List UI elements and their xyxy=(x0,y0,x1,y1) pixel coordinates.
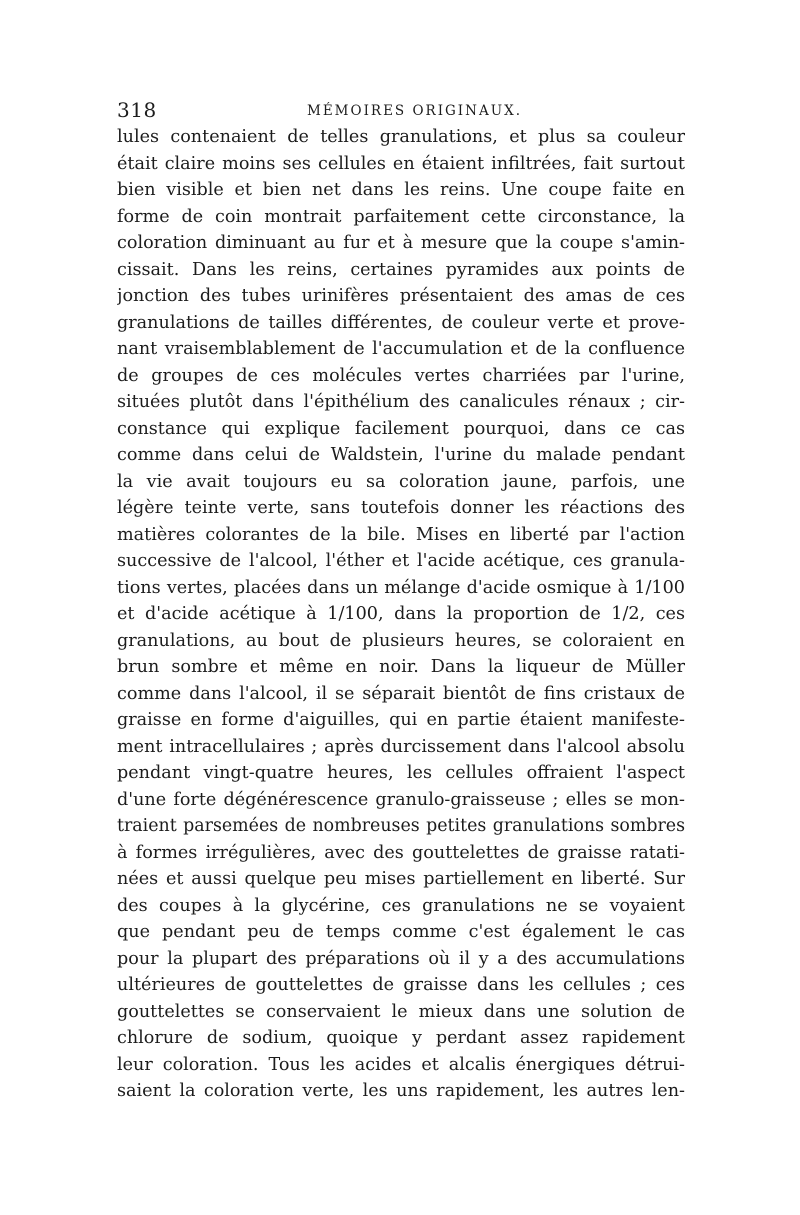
text-line: matières colorantes de la bile. Mises en liberté par l'action xyxy=(117,524,685,545)
text-line: leur coloration. Tous les acides et alcalis énergiques détrui- xyxy=(117,1054,685,1075)
running-head xyxy=(117,96,683,124)
text-line: nées et aussi quelque peu mises partiellement en liberté. Sur xyxy=(117,869,685,889)
text-line: traient parsemées de nombreuses petites granulations sombres xyxy=(117,816,685,836)
text-line: lules contenaient de telles granulations, et plus sa couleur xyxy=(117,127,685,147)
text-line: d'une forte dégénérescence granulo-graisseuse ; elles se mon- xyxy=(117,789,685,810)
text-line: constance qui explique facilement pourquoi, dans ce cas xyxy=(117,418,685,439)
text-line: comme dans celui de Waldstein, l'urine du malade pendant xyxy=(117,445,685,465)
page-number: 318 xyxy=(117,98,157,122)
text-line: à formes irrégulières, avec des gouttelettes de graisse ratati- xyxy=(117,842,685,863)
text-line: ultérieures de gouttelettes de graisse dans les cellules ; ces xyxy=(117,975,685,995)
text-line: brun sombre et même en noir. Dans la liqueur de Müller xyxy=(117,657,685,677)
running-title: MÉMOIRES ORIGINAUX. xyxy=(307,103,522,119)
text-line: jonction des tubes urinifères présentaient des amas de ces xyxy=(117,286,685,306)
text-line: gouttelettes se conservaient le mieux dans une solution de xyxy=(117,1001,685,1022)
text-line: cissait. Dans les reins, certaines pyramides aux points de xyxy=(117,259,685,280)
text-line: chlorure de sodium, quoique y perdant assez rapidement xyxy=(117,1028,685,1048)
text-line: coloration diminuant au fur et à mesure que la coupe s'amin- xyxy=(117,233,685,253)
text-line: et d'acide acétique à 1/100, dans la proportion de 1/2, ces xyxy=(117,604,685,624)
text-line: granulations de tailles différentes, de couleur verte et prove- xyxy=(117,312,685,333)
text-line: bien visible et bien net dans les reins. Une coupe faite en xyxy=(117,180,685,200)
text-line: légère teinte verte, sans toutefois donner les réactions des xyxy=(117,498,685,518)
text-line: pour la plupart des préparations où il y a des accumulations xyxy=(117,948,685,969)
text-line: était claire moins ses cellules en étaient infiltrées, fait surtout xyxy=(117,153,685,174)
text-line: la vie avait toujours eu sa coloration jaune, parfois, une xyxy=(117,471,685,492)
text-line: tions vertes, placées dans un mélange d'acide osmique à 1/100 xyxy=(117,577,685,598)
text-line: comme dans l'alcool, il se séparait bientôt de fins cristaux de xyxy=(117,683,685,704)
text-line: forme de coin montrait parfaitement cette circonstance, la xyxy=(117,206,685,227)
text-line: saient la coloration verte, les uns rapidement, les autres len- xyxy=(117,1081,685,1101)
text-line: situées plutôt dans l'épithélium des canalicules rénaux ; cir- xyxy=(117,392,685,412)
text-line: pendant vingt-quatre heures, les cellules offraient l'aspect xyxy=(117,763,685,783)
text-line: des coupes à la glycérine, ces granulations ne se voyaient xyxy=(117,895,685,916)
text-line: nant vraisemblablement de l'accumulation et de la confluence xyxy=(117,339,685,359)
text-line: graisse en forme d'aiguilles, qui en partie étaient manifeste- xyxy=(117,710,685,730)
body-text xyxy=(117,124,685,1105)
text-line: ment intracellulaires ; après durcissement dans l'alcool absolu xyxy=(117,736,685,757)
text-line: successive de l'alcool, l'éther et l'acide acétique, ces granula- xyxy=(117,551,685,571)
text-line: que pendant peu de temps comme c'est également le cas xyxy=(117,922,685,942)
text-line: de groupes de ces molécules vertes charriées par l'urine, xyxy=(117,365,685,386)
text-line: granulations, au bout de plusieurs heures, se coloraient en xyxy=(117,630,685,651)
